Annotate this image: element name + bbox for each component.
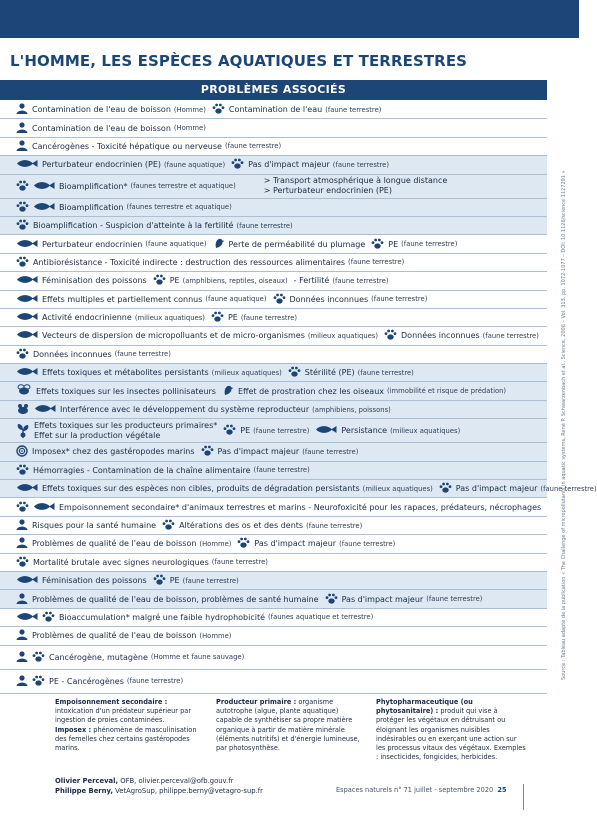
- problem-text: Pas d'impact majeur: [341, 594, 424, 604]
- table-row: [0, 590, 547, 608]
- problem-cell: [16, 593, 319, 606]
- table-row: [0, 235, 547, 253]
- problem-subject: (faune terrestre): [325, 105, 382, 114]
- table-row: [0, 272, 547, 290]
- table-row: [0, 517, 547, 535]
- table-row: [0, 554, 547, 572]
- problem-text: Effets toxiques sur les producteurs primaires*: [34, 420, 218, 430]
- problem-subject: (faune terrestre): [426, 595, 483, 604]
- table-row: [0, 646, 547, 670]
- plant-icon: [16, 422, 30, 440]
- problem-subject: (faune terrestre): [332, 160, 389, 169]
- fish-icon: [16, 159, 38, 170]
- problem-subject: (milieux aquatiques): [134, 313, 205, 322]
- problem-text: Contamination de l'eau: [228, 105, 323, 115]
- problem-text: Pas d'impact majeur: [455, 484, 538, 494]
- problem-cell: [16, 483, 433, 494]
- problem-text: Stérilité (PE): [304, 368, 355, 378]
- problem-subject: (faune terrestre): [401, 240, 458, 249]
- problem-subject: (faune terrestre): [357, 368, 414, 377]
- problem-cell: [211, 311, 297, 324]
- table-row: [0, 309, 547, 327]
- page-number: 25: [497, 786, 507, 794]
- problem-subject: (faune aquatique): [164, 160, 226, 169]
- table-row: [0, 480, 597, 498]
- problem-subject: (faune aquatique): [205, 295, 267, 304]
- problem-cell: [16, 384, 216, 398]
- paw-icon: [153, 274, 166, 287]
- problem-text: Féminisation des poissons: [42, 276, 147, 286]
- paw-icon: [371, 238, 384, 251]
- problem-subject: (amphibiens, reptiles, oiseaux): [182, 276, 288, 285]
- problem-text: Vecteurs de dispersion de micropolluants et de micro-organismes: [42, 331, 305, 341]
- glossary-entry: [376, 698, 526, 762]
- problem-text: Activité endocrinienne: [42, 313, 132, 323]
- problem-cell: [237, 537, 395, 550]
- problem-subject: (milieux aquatiques): [307, 331, 379, 340]
- table-row: [0, 419, 547, 443]
- problem-subject: (faune terrestre): [302, 447, 359, 456]
- table-row: [0, 327, 547, 345]
- problem-text: Problèmes de qualité de l'eau de boisson: [32, 631, 197, 641]
- problem-text: Données inconnues: [33, 349, 112, 359]
- problem-cell: [288, 366, 414, 379]
- problem-cell: [16, 140, 281, 153]
- problem-subject: (Homme): [199, 631, 232, 640]
- problem-cell: [439, 482, 597, 495]
- table-row: [0, 462, 547, 480]
- table-row: [0, 670, 547, 694]
- paw-icon: [231, 158, 244, 171]
- fish-icon: [33, 502, 55, 513]
- fish-icon: [16, 330, 38, 341]
- author-name: Philippe Berny,: [55, 787, 113, 795]
- problem-cell: [16, 201, 232, 214]
- paw-icon: [439, 482, 452, 495]
- problem-subject: (Homme et faune sauvage): [150, 653, 245, 662]
- bee-icon: [16, 384, 32, 398]
- problem-text: Problèmes de qualité de l'eau de boisson: [32, 539, 197, 549]
- problem-cell: [16, 312, 205, 323]
- problem-subject: (faune terrestre): [126, 677, 184, 686]
- table-row: [0, 443, 547, 461]
- fish-icon: [16, 575, 38, 586]
- author-info: VetAgroSup, philippe.berny@vetagro-sup.fr: [112, 787, 263, 795]
- problem-cell: [153, 274, 288, 287]
- fish-icon: [16, 367, 38, 378]
- problem-text: Perturbateur endocrinien (PE): [42, 160, 162, 170]
- problem-cell: [16, 611, 373, 624]
- problem-cell: [201, 445, 359, 458]
- problem-text: Bioamplification*: [59, 181, 128, 191]
- problem-text: Effet sur la production végétale: [34, 430, 161, 440]
- bird-icon: [222, 384, 234, 398]
- fish-icon: [16, 294, 38, 305]
- problem-text: Effets toxiques et métabolites persistants: [42, 368, 209, 378]
- glossary-col-1: [55, 698, 205, 753]
- problem-subject: (faune terrestre): [211, 558, 268, 567]
- problem-text: Effets multiples et partiellement connus: [42, 294, 203, 304]
- table-row: [0, 364, 547, 382]
- table-row: [0, 254, 547, 272]
- top-banner: [0, 0, 579, 38]
- problem-text: Cancérogènes - Toxicité hépatique ou nerveuse: [32, 141, 222, 151]
- problem-cell: [16, 180, 236, 193]
- paw-icon: [16, 219, 29, 232]
- paw-icon: [273, 293, 286, 306]
- table-header: PROBLÈMES ASSOCIÉS: [0, 80, 547, 100]
- fish-icon: [33, 202, 55, 213]
- problem-cell: [325, 593, 483, 606]
- problem-subject: (faune terrestre): [240, 313, 298, 322]
- paw-icon: [325, 593, 338, 606]
- problem-text: Effets toxiques sur les insectes pollinisateurs: [36, 386, 216, 396]
- person-icon: [16, 140, 28, 153]
- glossary-definition: organisme autotrophe (algue, plante aquatique) capable de synthétiser sa propre matière organique à partir de matière minérale (éléments nutritifs) et d'énergie lumineuse, par photosynthèse.: [216, 698, 360, 753]
- problem-cell: [315, 425, 460, 436]
- fish-icon: [16, 612, 38, 623]
- person-icon: [16, 651, 28, 664]
- problem-text: PE: [169, 576, 180, 586]
- problem-cell: [16, 159, 225, 170]
- author-line: [55, 776, 263, 786]
- paw-icon: [16, 348, 29, 361]
- fish-icon: [16, 239, 38, 250]
- problem-subject: (faune terrestre): [348, 258, 405, 267]
- problem-text: Effets toxiques sur des espèces non cibles, produits de dégradation persistants: [42, 484, 360, 494]
- problem-cell: [16, 537, 231, 550]
- problem-cell: [16, 294, 267, 305]
- problem-text: Effet de prostration chez les oiseaux: [237, 386, 384, 396]
- problem-text: Interférence avec le développement du système reproducteur: [60, 405, 310, 415]
- paw-icon: [384, 329, 397, 342]
- bullet-list: [264, 176, 448, 196]
- problem-cell: [16, 239, 207, 250]
- glossary-term: Empoisonnement secondaire :: [55, 698, 168, 706]
- paw-icon: [16, 501, 29, 514]
- paw-icon: [16, 180, 29, 193]
- table-row: [0, 291, 547, 309]
- author-info: OFB, olivier.perceval@ofb.gouv.fr: [118, 777, 234, 785]
- problem-cell: [384, 329, 539, 342]
- problem-subject: (faune terrestre): [482, 331, 539, 340]
- problem-subject: (faunes aquatique et terrestre): [268, 613, 374, 622]
- problem-cell: [16, 421, 217, 441]
- person-icon: [16, 675, 28, 688]
- problem-cell: [212, 103, 382, 116]
- glossary-term: Producteur primaire :: [216, 698, 297, 706]
- problem-subject: (faune terrestre): [182, 576, 239, 585]
- problem-text: Imposex* chez des gastéropodes marins: [32, 447, 195, 457]
- bullet-item: > Transport atmosphérique à longue distance: [263, 176, 448, 186]
- paw-icon: [153, 574, 166, 587]
- problem-text: Mortalité brutale avec signes neurologiques: [33, 557, 209, 567]
- problem-cell: [16, 367, 282, 378]
- problem-text: Empoisonnement secondaire* d'animaux terrestres et marins - Neurofoxicité pour les rapaces, prédateurs, nécrophages: [59, 502, 542, 512]
- problem-cell: [16, 501, 541, 514]
- problem-cell: [16, 256, 404, 269]
- table-row: [0, 138, 547, 156]
- table-row: [0, 498, 547, 516]
- problem-cell: [16, 403, 391, 417]
- problem-subject: (faunes terrestre et aquatique): [130, 182, 236, 191]
- table-row: [0, 535, 547, 553]
- problem-text: PE: [169, 276, 180, 286]
- table-row: [0, 199, 547, 217]
- table-row: [0, 609, 547, 627]
- footer-divider: [523, 784, 524, 810]
- problem-cell: [223, 424, 309, 437]
- paw-icon: [16, 464, 29, 477]
- paw-icon: [237, 537, 250, 550]
- problem-cell: [16, 464, 310, 477]
- problem-cell: [16, 675, 183, 688]
- snail-icon: [16, 445, 28, 459]
- problem-text: Contamination de l'eau de boisson: [32, 105, 171, 115]
- person-icon: [16, 629, 28, 642]
- person-icon: [16, 519, 28, 532]
- problem-subject: (amphibiens, poissons): [312, 405, 391, 414]
- fish-icon: [16, 275, 38, 286]
- problem-text: Perturbateur endocrinien: [42, 239, 143, 249]
- problem-text: Pas d'impact majeur: [254, 539, 337, 549]
- problem-cell: [16, 219, 293, 232]
- problem-subject: (Homme): [173, 105, 206, 114]
- paw-icon: [211, 311, 224, 324]
- paw-icon: [16, 256, 29, 269]
- problem-cell: [16, 275, 147, 286]
- problem-subject: (milieux aquatiques): [390, 426, 461, 435]
- problem-subject: (faune terrestre): [306, 521, 363, 530]
- bird-icon: [213, 237, 225, 251]
- problem-cell: [231, 158, 389, 171]
- person-icon: [16, 537, 28, 550]
- footer: [336, 786, 507, 794]
- fish-icon: [315, 425, 337, 436]
- author-line: [55, 786, 263, 796]
- glossary-definition: intoxication d'un prédateur supérieur par ingestion de proies contaminées.: [55, 707, 192, 725]
- paw-icon: [288, 366, 301, 379]
- problem-text: Pas d'impact majeur: [217, 447, 300, 457]
- problem-subject: (faune terrestre): [114, 350, 171, 359]
- paw-icon: [42, 611, 55, 624]
- glossary-col-3: [376, 698, 526, 762]
- problem-cell: [16, 103, 206, 116]
- problem-subject: (faune terrestre): [371, 295, 428, 304]
- problem-text: Données inconnues: [289, 294, 369, 304]
- paw-icon: [201, 445, 214, 458]
- footer-text: Espaces naturels n° 71 juillet - septembre 2020: [336, 786, 494, 794]
- problem-cell: [294, 276, 389, 285]
- paw-icon: [212, 103, 225, 116]
- glossary-entry: [55, 726, 205, 754]
- problem-subject: (immobilité et risque de prédation): [387, 387, 507, 396]
- table-row: [0, 119, 547, 137]
- problem-text: Persistance: [341, 426, 388, 436]
- problem-cell: [162, 519, 362, 532]
- problem-subject: (Homme): [199, 539, 232, 548]
- problem-subject: (Homme): [173, 124, 206, 133]
- author-name: Olivier Perceval,: [55, 777, 119, 785]
- table-row: [0, 175, 547, 199]
- problem-text: Antibiorésistance - Toxicité indirecte : destruction des ressources alimentaires: [33, 257, 346, 267]
- problem-text: Pas d'impact majeur: [248, 160, 330, 170]
- problem-cell: [16, 519, 156, 532]
- paw-icon: [32, 675, 45, 688]
- glossary-term: Imposex :: [55, 725, 92, 734]
- table-row: [0, 346, 547, 364]
- problem-cell: [371, 238, 457, 251]
- problem-subject: (faune terrestre): [224, 142, 282, 151]
- glossary-col-2: [216, 698, 366, 753]
- problem-cell: [16, 651, 244, 664]
- problem-cell: [16, 445, 195, 459]
- glossary-definition: phénomène de masculinisation des femelles chez certains gastéropodes marins.: [55, 725, 197, 753]
- problem-cell: [222, 384, 506, 398]
- table-row: [0, 572, 547, 590]
- problem-subject: (faune terrestre): [253, 426, 310, 435]
- problem-cell: [16, 556, 268, 569]
- problem-text: Cancérogène, mutagène: [49, 652, 148, 662]
- problem-cell: [16, 575, 147, 586]
- problem-cell: [16, 629, 231, 642]
- paw-icon: [162, 519, 175, 532]
- problem-subject: (faunes terrestre et aquatique): [126, 203, 232, 212]
- person-icon: [16, 593, 28, 606]
- problem-text: Risques pour la santé humaine: [32, 521, 157, 530]
- paw-icon: [16, 201, 29, 214]
- problem-text: Problèmes de qualité de l'eau de boisson, problèmes de santé humaine: [32, 594, 319, 604]
- paw-icon: [32, 651, 45, 664]
- fish-icon: [33, 181, 55, 192]
- problem-text: Données inconnues: [401, 331, 480, 341]
- person-icon: [16, 122, 28, 135]
- problem-subject: (faune aquatique): [145, 240, 207, 249]
- problem-cell: [213, 237, 366, 251]
- problem-subject: (faune terrestre): [332, 276, 389, 285]
- problem-subject: (faune terrestre): [253, 466, 310, 475]
- page-title: L'HOMME, LES ESPÈCES AQUATIQUES ET TERRESTRES: [10, 52, 468, 70]
- table-row: [0, 156, 547, 174]
- problem-text: Perte de perméabilité du plumage: [228, 239, 366, 249]
- glossary-entry: [55, 698, 205, 726]
- problem-text: Bioaccumulation* malgré une faible hydrophobicité: [59, 612, 266, 622]
- fish-icon: [16, 483, 38, 494]
- problem-text: Bioamplification - Suspicion d'atteinte à la fertilité: [33, 221, 234, 231]
- bullet-item: > Perturbateur endocrinien (PE): [263, 186, 392, 196]
- source-note: Source : Tableau adapté de la publication « The Challenge of micropollutants in aquatic systems, René P. Schwarzenbach et al., Science, 2006 – Vol. 313, pp. 1072-1077 – DOI: 10.1126/science.1127291 »: [561, 170, 567, 680]
- problem-subject: (faune terrestre): [339, 539, 396, 548]
- problem-cell: [16, 122, 206, 135]
- problem-text: Hémorragies - Contamination de la chaîne alimentaire: [33, 465, 251, 475]
- glossary-term: Phytopharmaceutique (ou phytosanitaire) :: [376, 698, 473, 716]
- problem-subject: (milieux aquatiques): [362, 484, 433, 493]
- problem-cell: [153, 574, 239, 587]
- fish-icon: [34, 404, 56, 415]
- problem-text: Féminisation des poissons: [42, 576, 147, 586]
- problem-text: PE: [240, 426, 251, 436]
- table-row: [0, 217, 547, 235]
- problem-text: PE - Cancérogènes: [49, 676, 124, 686]
- glossary-definition: produit qui vise à protéger les végétaux en détruisant ou éloignant les organismes nuisibles indésirables ou en exerçant une action sur les processus vitaux des végétaux. Exemples : insecticides, fongicides, herbicides.: [376, 707, 526, 762]
- problem-text: - Fertilité: [293, 276, 330, 286]
- glossary-entry: [216, 698, 366, 753]
- problem-text: Altérations des os et des dents: [179, 521, 304, 530]
- problem-text: PE: [227, 313, 238, 323]
- paw-icon: [16, 556, 29, 569]
- table-row: [0, 401, 547, 419]
- problem-cell: [16, 348, 171, 361]
- problem-cell: [16, 330, 378, 341]
- authors: [55, 776, 263, 796]
- problem-cell: [273, 293, 428, 306]
- problem-subject: (faune terrestre): [236, 221, 293, 230]
- person-icon: [16, 103, 28, 116]
- table-row: [0, 627, 547, 645]
- paw-icon: [223, 424, 236, 437]
- problem-subject: (faune terrestre): [540, 484, 597, 493]
- table-row: [0, 382, 547, 400]
- problem-text: Bioamplification: [59, 202, 124, 212]
- table-row: [0, 101, 547, 119]
- problem-text: PE: [388, 239, 399, 249]
- fish-icon: [16, 312, 38, 323]
- problem-subject: (milieux aquatiques): [211, 368, 282, 377]
- frog-icon: [16, 403, 30, 417]
- problem-text: Contamination de l'eau de boisson: [32, 123, 171, 133]
